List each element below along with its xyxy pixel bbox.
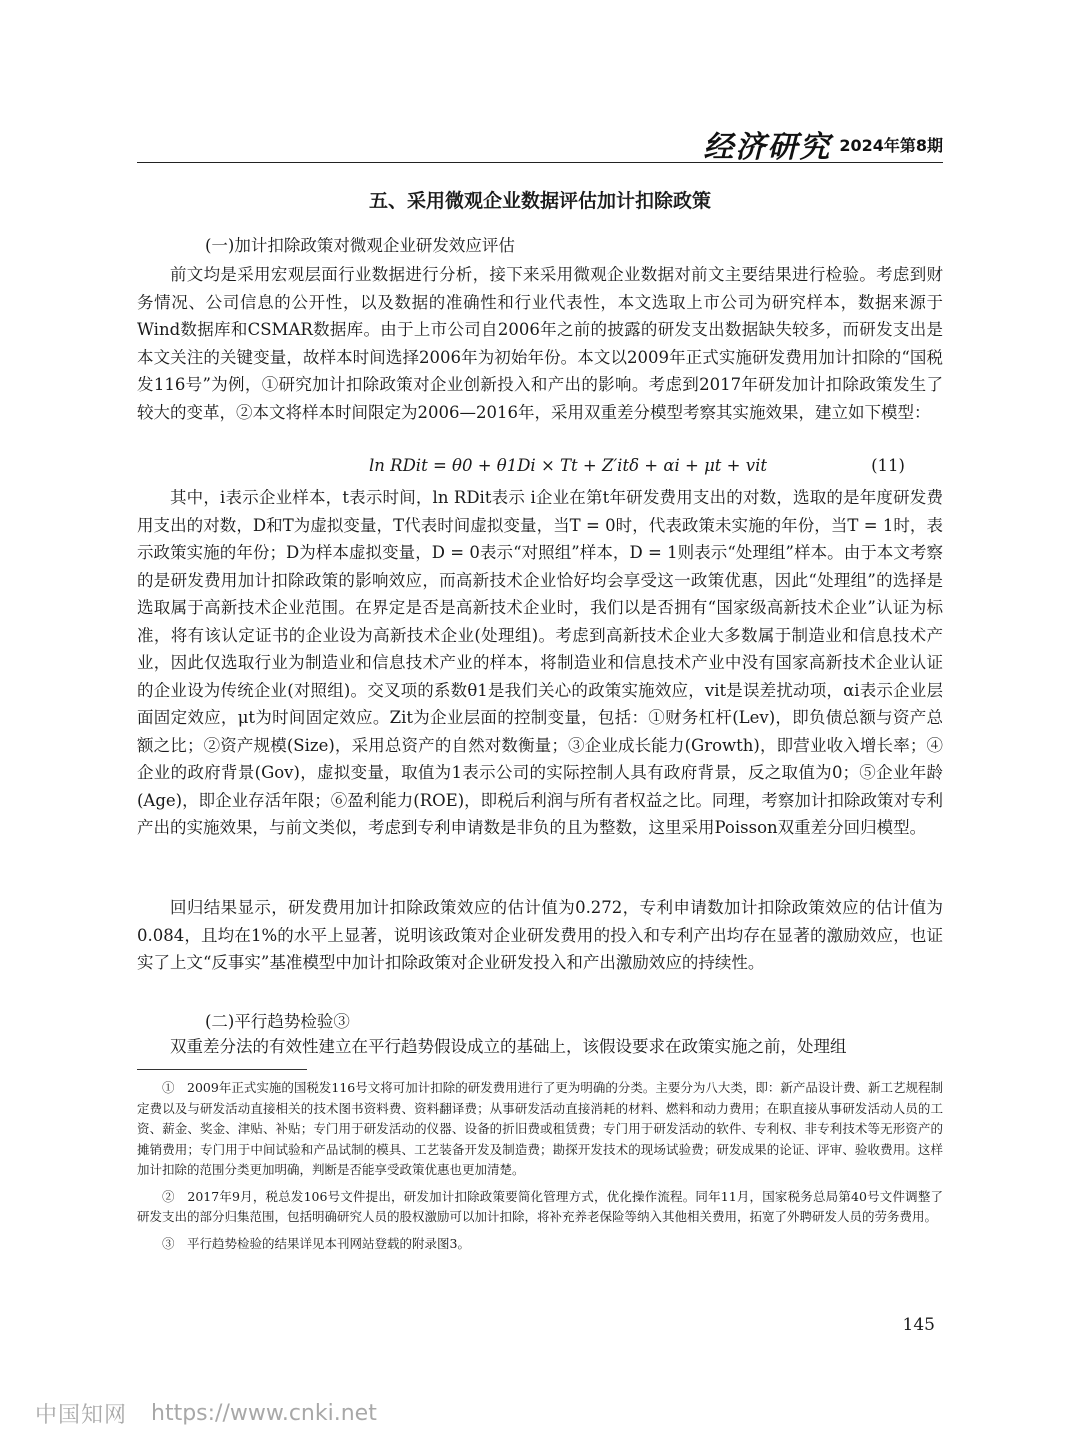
section-title: 五、采用微观企业数据评估加计扣除政策 (368, 190, 711, 212)
footnotes (137, 1078, 943, 1260)
paragraph-text: 前文均是采用宏观层面行业数据进行分析，接下来采用微观企业数据对前文主要结果进行检验。考虑到财务情况、公司信息的公开性，以及数据的准确性和行业代表性，本文选取上市公司为研究样本，数据来源于Wind数据库和CSMAR数据库。由于上市公司自2006年之前的披露的研发支出数据缺失较多，而研发支出是本文关注的关键变量，故样本时间选择2006年为初始年份。本文以2009年正式实施研发费用加计扣除的“国税发116号”为例，①研究加计扣除政策对企业创新投入和产出的影响。考虑到2017年研发加计扣除政策发生了较大的变革，②本文将样本时间限定为2006—2016年，采用双重差分模型考察其实施效果，建立如下模型： (137, 265, 943, 422)
journal-header (703, 126, 943, 165)
paragraph-variables (137, 484, 943, 842)
paragraph-text: 回归结果显示，研发费用加计扣除政策效应的估计值为0.272，专利申请数加计扣除政策效应的估计值为0.084，且均在1%的水平上显著，说明该政策对企业研发费用的投入和专利产出均存在显著的激励效应，也证实了上文“反事实”基准模型中加计扣除政策对企业研发投入和产出激励效应的持续性。 (137, 898, 943, 972)
equation-number: (11) (871, 456, 905, 475)
paragraph-text: 其中，i表示企业样本，t表示时间，ln RDit表示 i企业在第t年研发费用支出的对数，选取的是年度研发费用支出的对数，D和T为虚拟变量，T代表时间虚拟变量，当T = 0时，代表政策未实施的年份，当T = 1时，表示政策实施的年份；D为样本虚拟变量，D = 0表示“对照组”样本，D = 1则表示“处理组”样本。由于本文考察的是研发费用加计扣除政策的影响效应，而高新技术企业恰好均会享受这一政策优惠，因此“处理组”的选择是选取属于高新技术企业范围。在界定是否是高新技术企业时，我们以是否拥有“国家级高新技术企业”认证为标准，将有该认定证书的企业设为高新技术企业(处理组)。考虑到高新技术企业大多数属于制造业和信息技术产业，因此仅选取行业为制造业和信息技术产业的样本，将制造业和信息技术产业中没有国家高新技术企业认证的企业设为传统企业(对照组)。交叉项的系数θ1是我们关心的政策实施效应，vit是误差扰动项，αi表示企业层面固定效应，μt为时间固定效应。Zit为企业层面的控制变量，包括：①财务杠杆(Lev)，即负债总额与资产总额之比；②资产规模(Size)，采用总资产的自然对数衡量；③企业成长能力(Growth)，即营业收入增长率；④企业的政府背景(Gov)，虚拟变量，取值为1表示公司的实际控制人具有政府背景，反之取值为0；⑤企业年龄(Age)，即企业存活年限；⑥盈利能力(ROE)，即税后利润与所有者权益之比。同理，考察加计扣除政策对专利产出的实施效果，与前文类似，考虑到专利申请数是非负的且为整数，这里采用Poisson双重差分回归模型。 (137, 488, 943, 837)
paragraph-parallel-trend (137, 1033, 943, 1061)
footnote-1: ① 2009年正式实施的国税发116号文将可加计扣除的研发费用进行了更为明确的分类。主要分为八大类，即：新产品设计费、新工艺规程制定费以及与研发活动直接相关的技术图书资料费、资料翻译费；从事研发活动直接消耗的材料、燃料和动力费用；在职直接从事研发活动人员的工资、薪金、奖金、津贴、补贴；专门用于研发活动的仪器、设备的折旧费或租赁费；专门用于研发活动的软件、专利权、非专利技术等无形资产的摊销费用；专门用于中间试验和产品试制的模具、工艺装备开发及制造费；勘探开发技术的现场试验费；研发成果的论证、评审、验收费用。这样加计扣除的范围分类更加明确，判断是否能享受政策优惠也更加清楚。 (137, 1080, 943, 1177)
equation-formula: ln RDit = θ0 + θ1Di × Tt + Z′itδ + αi + μt + vit (369, 456, 767, 475)
watermark-logo: 中国知网 (35, 1403, 128, 1428)
journal-issue: 2024年第8期 (839, 135, 943, 155)
equation (137, 456, 943, 482)
paragraph-intro (137, 261, 943, 426)
paragraph-results (137, 894, 943, 977)
footnote-2: ② 2017年9月，税总发106号文件提出，研发加计扣除政策要简化管理方式，优化操作流程。同年11月，国家税务总局第40号文件调整了研发支出的部分归集范围，包括明确研究人员的股权激励可以加计扣除，将补充养老保险等纳入其他相关费用，拓宽了外聘研发人员的劳务费用。 (137, 1188, 943, 1224)
footnote-3: ③ 平行趋势检验的结果详见本刊网站登载的附录图3。 (162, 1235, 470, 1251)
watermark-url[interactable]: https://www.cnki.net (151, 1401, 377, 1426)
subsection-heading-1: (一)加计扣除政策对微观企业研发效应评估 (205, 236, 515, 255)
page-number: 145 (902, 1315, 935, 1335)
journal-logo: 经济研究 (703, 130, 832, 165)
paragraph-text: 双重差分法的有效性建立在平行趋势假设成立的基础上，该假设要求在政策实施之前，处理组 (170, 1037, 847, 1056)
subsection-heading-2: (二)平行趋势检验③ (205, 1012, 350, 1031)
header-divider (137, 162, 943, 163)
watermark (35, 1398, 377, 1429)
footnote-divider (137, 1069, 307, 1070)
